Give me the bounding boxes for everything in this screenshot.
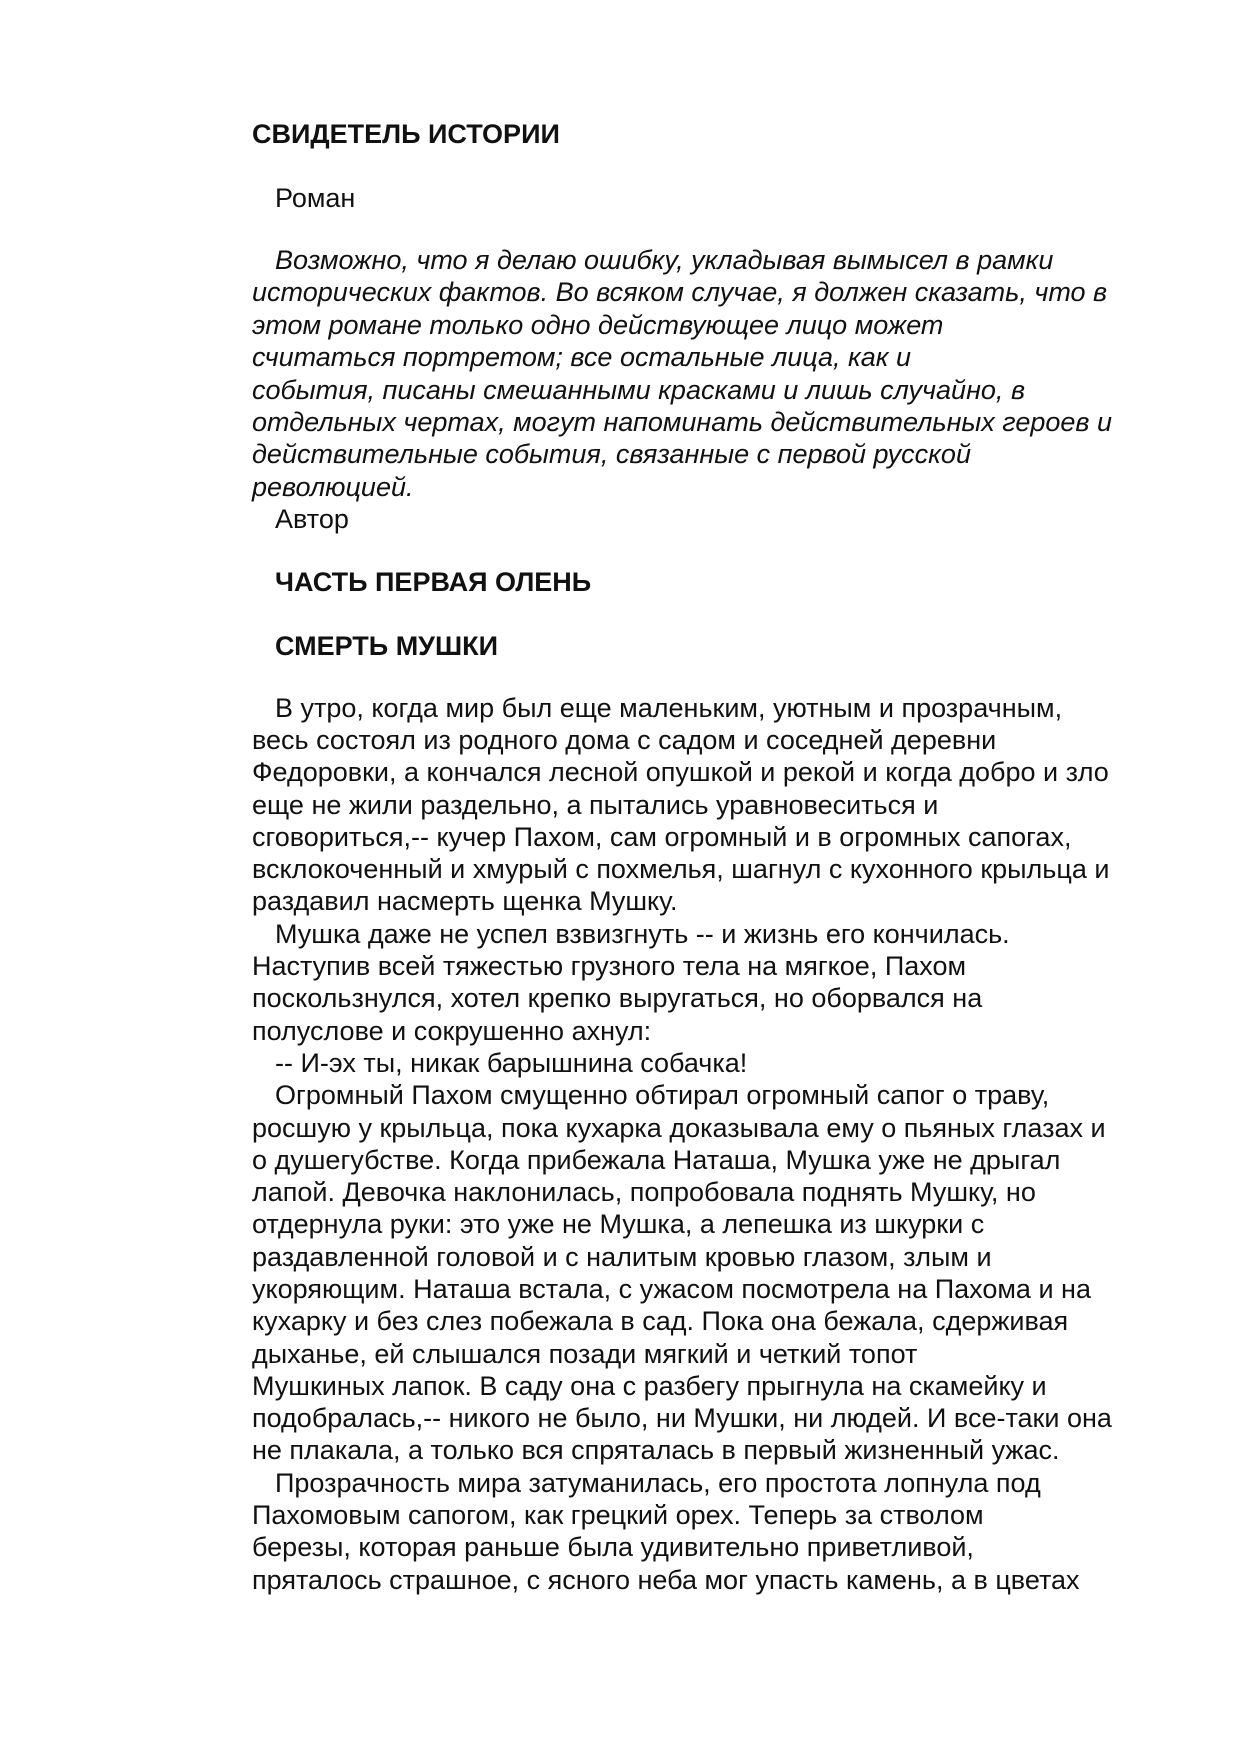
text-line: росшую у крыльца, пока кухарка доказывала ему о пьяных глазах и <box>252 1112 1106 1143</box>
book-title: СВИДЕТЕЛЬ ИСТОРИИ <box>252 119 560 149</box>
text-line: полуслове и сокрушенно ахнул: <box>252 1015 652 1046</box>
epigraph-line: события, писаны смешанными красками и лишь случайно, в <box>252 374 1026 405</box>
text-line: раздавленной головой и с налитым кровью глазом, злым и <box>252 1241 992 1272</box>
text-line: В утро, когда мир был еще маленьким, уютным и прозрачным, <box>275 692 1063 723</box>
part-heading: ЧАСТЬ ПЕРВАЯ ОЛЕНЬ <box>275 566 592 597</box>
paragraph <box>252 918 1162 1047</box>
chapter-heading: СМЕРТЬ МУШКИ <box>275 630 499 661</box>
text-line: укоряющим. Наташа встала, с ужасом посмотрела на Пахома и на <box>252 1274 1091 1304</box>
book-genre: Роман <box>275 183 356 213</box>
text-line: поскользнулся, хотел крепко выругаться, но оборвался на <box>252 983 983 1014</box>
text-line: Наступив всей тяжестью грузного тела на мягкое, Пахом <box>252 951 967 982</box>
text-line: лапой. Девочка наклонилась, попробовала поднять Мушку, но <box>252 1177 1036 1208</box>
text-line: Мушкиных лапок. В саду она с разбегу прыгнула на скамейку и <box>252 1370 1047 1401</box>
text-line: еще не жили раздельно, а пытались уравновеситься и <box>252 789 939 820</box>
epigraph-line: отдельных чертах, могут напоминать действительных героев и <box>252 407 1112 438</box>
text-line: Федоровки, а кончался лесной опушкой и рекой и когда добро и зло <box>252 757 1109 788</box>
text-line: всклокоченный и хмурый с похмелья, шагнул с кухонного крыльца и <box>252 854 1110 885</box>
text-line: подобралась,-- никого не было, ни Мушки, ни людей. И все-таки она <box>252 1403 1112 1434</box>
text-line: о душегубстве. Когда прибежала Наташа, Мушка уже не дрыгал <box>252 1144 1061 1175</box>
paragraph <box>252 1047 1162 1079</box>
text-line: Пахомовым сапогом, как грецкий орех. Теперь за стволом <box>252 1500 984 1531</box>
document-page <box>252 116 1162 1596</box>
text-line: раздавил насмерть щенка Мушку. <box>252 886 678 917</box>
epigraph-line: этом романе только одно действующее лицо может <box>252 309 944 340</box>
text-line: пряталось страшное, с ясного неба мог упасть камень, а в цветах <box>252 1564 1080 1595</box>
chapter-body <box>252 692 1162 1596</box>
epigraph-line: Возможно, что я делаю ошибку, укладывая вымысел в рамки <box>275 245 1054 275</box>
text-line: сговориться,-- кучер Пахом, сам огромный и в огромных сапогах, <box>252 821 1072 852</box>
text-line: -- И-эх ты, никак барышнина собачка! <box>275 1047 748 1078</box>
text-line: кухарку и без слез побежала в сад. Пока она бежала, сдерживая <box>252 1306 1069 1337</box>
text-line: Прозрачность мира затуманилась, его простота лопнула под <box>275 1467 1041 1498</box>
text-line: Огромный Пахом смущенно обтирал огромный сапог о траву, <box>275 1080 1050 1111</box>
paragraph <box>252 1079 1162 1467</box>
paragraph <box>252 692 1162 918</box>
epigraph-line: исторических фактов. Во всяком случае, я должен сказать, что в <box>252 277 1108 308</box>
text-line: березы, которая раньше была удивительно приветливой, <box>252 1532 974 1563</box>
text-line: весь состоял из родного дома с садом и соседней деревни <box>252 724 997 755</box>
epigraph-author: Автор <box>275 504 349 535</box>
paragraph <box>252 1467 1162 1596</box>
epigraph-line: действительные события, связанные с первой русской <box>252 439 971 470</box>
epigraph-line: считаться портретом; все остальные лица, как и <box>252 342 912 373</box>
text-line: дыханье, ей слышался позади мягкий и четкий топот <box>252 1338 918 1369</box>
text-line: Мушка даже не успел взвизгнуть -- и жизнь его кончилась. <box>275 918 1010 949</box>
epigraph <box>252 244 1162 503</box>
text-line: отдернула руки: это уже не Мушка, а лепешка из шкурки с <box>252 1209 985 1240</box>
epigraph-line: революцией. <box>252 471 414 502</box>
text-line: не плакала, а только вся спряталась в первый жизненный ужас. <box>252 1435 1060 1466</box>
